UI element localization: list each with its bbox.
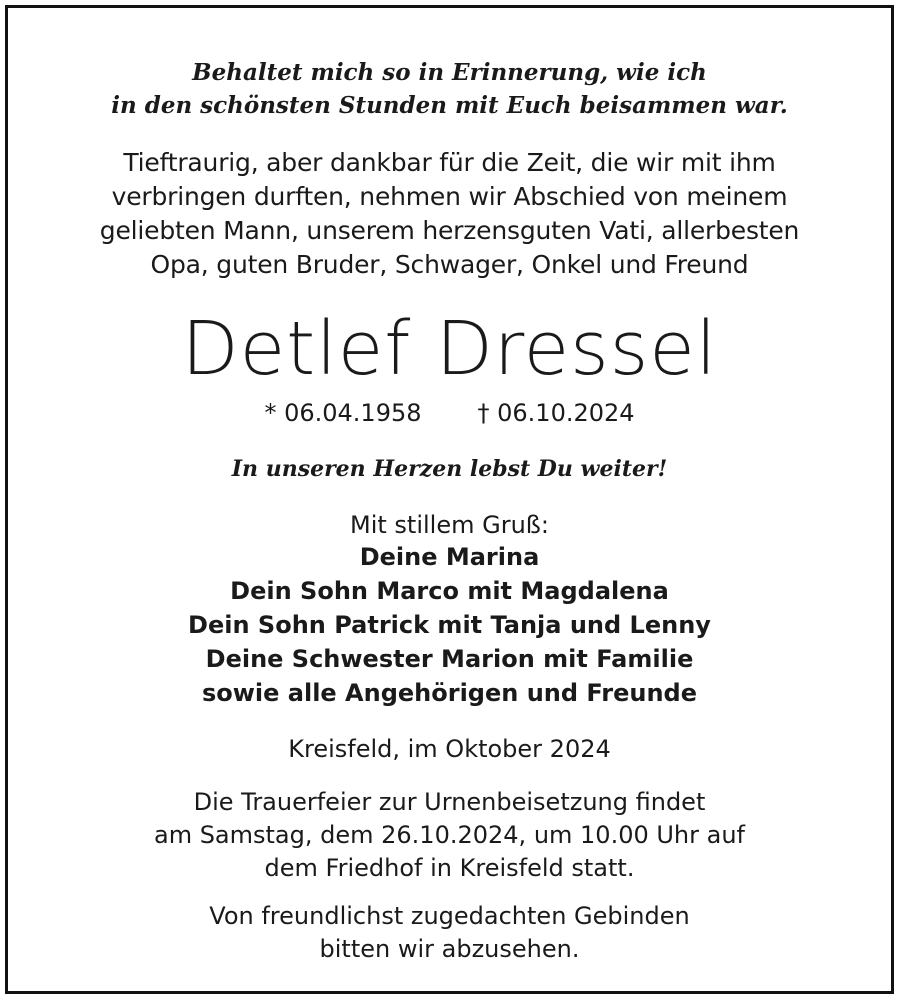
obituary-frame bbox=[5, 5, 894, 994]
greeting-text: Mit stillem Gruß: bbox=[350, 511, 549, 539]
ceremony-info: Die Trauerfeier zur Urnenbeisetzung findet am Samstag, dem 26.10.2024, um 10.00 Uhr auf dem Friedhof in Kreisfeld statt. bbox=[153, 788, 746, 882]
deceased-name: Detlef Dressel bbox=[181, 306, 718, 392]
birth-date: * 06.04.1958 bbox=[264, 399, 422, 427]
mourner-line: Dein Sohn Patrick mit Tanja und Lenny bbox=[188, 611, 711, 639]
death-date: † 06.10.2024 bbox=[477, 399, 635, 427]
flowers-note: Von freundlichst zugedachten Gebinden bitten wir abzusehen. bbox=[209, 902, 690, 963]
mourner-line: Deine Schwester Marion mit Familie bbox=[205, 645, 694, 673]
place-date: Kreisfeld, im Oktober 2024 bbox=[288, 735, 611, 763]
life-dates bbox=[8, 396, 891, 430]
mourner-line: sowie alle Angehörigen und Freunde bbox=[201, 679, 698, 707]
mourner-line: Deine Marina bbox=[359, 543, 540, 571]
mourners-list bbox=[8, 540, 891, 710]
memorial-quote: In unseren Herzen lebst Du weiter! bbox=[231, 456, 668, 482]
mourner-line: Dein Sohn Marco mit Magdalena bbox=[230, 577, 669, 605]
intro-text: Tieftraurig, aber dankbar für die Zeit, die wir mit ihm verbringen durften, nehmen wir Abschied von meinem geliebten Mann, unserem herzensguten Vati, allerbesten Opa, guten Bruder, Schwager, Onkel und Freund bbox=[99, 148, 800, 279]
motto-text: Behaltet mich so in Erinnerung, wie ich in den schönsten Stunden mit Euch beisammen war. bbox=[111, 59, 788, 119]
